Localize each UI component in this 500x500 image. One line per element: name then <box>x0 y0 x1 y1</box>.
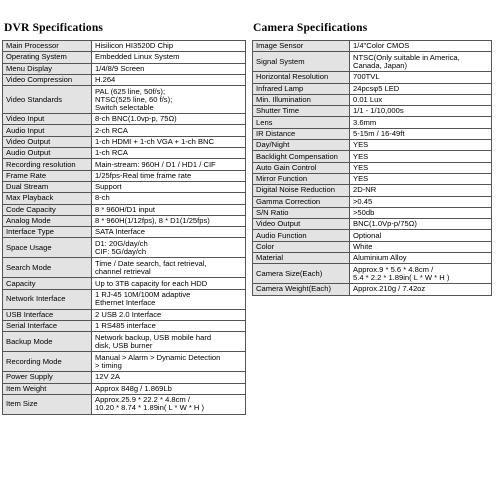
camera-spec-label: Auto Gain Control <box>253 162 350 173</box>
camera-spec-label: Image Sensor <box>253 41 350 52</box>
dvr-spec-value: 1-ch RCA <box>92 148 246 159</box>
dvr-spec-value: Up to 3TB capacity for each HDD <box>92 278 246 289</box>
camera-spec-label: Camera Weight(Each) <box>253 284 350 295</box>
dvr-spec-row <box>3 193 246 204</box>
dvr-spec-label: Video Output <box>3 136 92 147</box>
dvr-spec-label: Video Input <box>3 114 92 125</box>
camera-spec-value: 24pcsφ5 LED <box>350 83 492 94</box>
camera-spec-row <box>253 52 492 72</box>
dvr-spec-value: 2-ch RCA <box>92 125 246 136</box>
camera-spec-row <box>253 151 492 162</box>
camera-spec-value: 0.01 Lux <box>350 94 492 105</box>
dvr-spec-row <box>3 181 246 192</box>
camera-spec-label: Shutter Time <box>253 106 350 117</box>
dvr-spec-value: Approx 848g / 1.869Lb <box>92 383 246 394</box>
dvr-spec-row <box>3 170 246 181</box>
dvr-spec-value: 1/4/8/9 Screen <box>92 63 246 74</box>
dvr-spec-label: Capacity <box>3 278 92 289</box>
camera-spec-row <box>253 207 492 218</box>
camera-spec-table <box>252 40 492 296</box>
camera-spec-value: Optional <box>350 230 492 241</box>
dvr-spec-row <box>3 321 246 332</box>
dvr-spec-value: 1/25fps-Real time frame rate <box>92 170 246 181</box>
camera-spec-value: YES <box>350 162 492 173</box>
dvr-spec-label: Item Size <box>3 394 92 414</box>
camera-spec-row <box>253 94 492 105</box>
dvr-spec-value: 8-ch <box>92 193 246 204</box>
dvr-spec-value: Approx.25.9 * 22.2 * 4.8cm / 10.20 * 8.74 * 1.89in( L * W * H ) <box>92 394 246 414</box>
dvr-spec-value: 8 * 960H(1/12fps), 8 * D1(1/25fps) <box>92 215 246 226</box>
camera-spec-row <box>253 162 492 173</box>
dvr-spec-row <box>3 258 246 278</box>
dvr-spec-label: Backup Mode <box>3 332 92 352</box>
dvr-spec-label: Dual Stream <box>3 181 92 192</box>
dvr-spec-label: Space Usage <box>3 238 92 258</box>
dvr-spec-value: 1 RJ-45 10M/100M adaptive Ethernet Interface <box>92 289 246 309</box>
camera-spec-value: Approx.210g / 7.42oz <box>350 284 492 295</box>
camera-spec-label: IR Distance <box>253 128 350 139</box>
camera-spec-label: Camera Size(Each) <box>253 264 350 284</box>
dvr-spec-value: Main-stream: 960H / D1 / HD1 / CIF <box>92 159 246 170</box>
dvr-spec-value: Hisilicon HI3520D Chip <box>92 41 246 52</box>
camera-spec-value: 3.6mm <box>350 117 492 128</box>
dvr-spec-value: 1-ch HDMI + 1-ch VGA + 1-ch BNC <box>92 136 246 147</box>
dvr-spec-row <box>3 278 246 289</box>
dvr-spec-label: Analog Mode <box>3 215 92 226</box>
camera-spec-row <box>253 219 492 230</box>
dvr-spec-row <box>3 227 246 238</box>
dvr-spec-value: 8 * 960H/D1 input <box>92 204 246 215</box>
camera-spec-value: Aluminium Alloy <box>350 253 492 264</box>
camera-spec-label: Mirror Function <box>253 173 350 184</box>
dvr-spec-label: Item Weight <box>3 383 92 394</box>
dvr-spec-label: Network Interface <box>3 289 92 309</box>
camera-spec-value: BNC(1.0Vp-p/75Ω) <box>350 219 492 230</box>
dvr-spec-value: 8-ch BNC(1.0vp-p, 75Ω) <box>92 114 246 125</box>
camera-spec-value: 2D-NR <box>350 185 492 196</box>
dvr-spec-row <box>3 309 246 320</box>
camera-spec-value: 700TVL <box>350 72 492 83</box>
dvr-spec-label: Interface Type <box>3 227 92 238</box>
camera-spec-row <box>253 264 492 284</box>
camera-spec-label: Signal System <box>253 52 350 72</box>
camera-spec-row <box>253 128 492 139</box>
dvr-spec-value: Embedded Linux System <box>92 52 246 63</box>
dvr-spec-row <box>3 352 246 372</box>
dvr-spec-table <box>2 40 246 415</box>
camera-spec-label: Infrared Lamp <box>253 83 350 94</box>
dvr-spec-value: PAL (625 line, 50f/s); NTSC(525 line, 60 f/s); Switch selectable <box>92 86 246 114</box>
dvr-spec-label: Code Capacity <box>3 204 92 215</box>
dvr-spec-value: Network backup, USB mobile hard disk, USB burner <box>92 332 246 352</box>
camera-spec-label: Color <box>253 241 350 252</box>
camera-spec-value: >0.45 <box>350 196 492 207</box>
dvr-spec-row <box>3 41 246 52</box>
camera-spec-row <box>253 117 492 128</box>
dvr-spec-value: 12V 2A <box>92 372 246 383</box>
dvr-spec-row <box>3 204 246 215</box>
camera-spec-row <box>253 173 492 184</box>
camera-spec-label: S/N Ratio <box>253 207 350 218</box>
camera-spec-label: Min. Illumination <box>253 94 350 105</box>
camera-spec-value: >50db <box>350 207 492 218</box>
dvr-spec-row <box>3 215 246 226</box>
dvr-spec-row <box>3 86 246 114</box>
camera-spec-row <box>253 230 492 241</box>
camera-spec-value: 5-15m / 16-49ft <box>350 128 492 139</box>
camera-spec-label: Video Output <box>253 219 350 230</box>
dvr-spec-value: 1 RS485 interface <box>92 321 246 332</box>
camera-spec-value: 1/4"Color CMOS <box>350 41 492 52</box>
camera-spec-row <box>253 41 492 52</box>
dvr-spec-label: Main Processor <box>3 41 92 52</box>
camera-spec-row <box>253 196 492 207</box>
camera-spec-value: YES <box>350 151 492 162</box>
dvr-spec-row <box>3 136 246 147</box>
dvr-spec-label: Menu Display <box>3 63 92 74</box>
dvr-spec-label: Serial Interface <box>3 321 92 332</box>
camera-spec-label: Digital Noise Reduction <box>253 185 350 196</box>
dvr-spec-label: Audio Output <box>3 148 92 159</box>
dvr-spec-row <box>3 114 246 125</box>
dvr-spec-label: Power Supply <box>3 372 92 383</box>
dvr-spec-value: Manual > Alarm > Dynamic Detection > timing <box>92 352 246 372</box>
dvr-spec-row <box>3 74 246 85</box>
camera-spec-value: White <box>350 241 492 252</box>
dvr-spec-row <box>3 238 246 258</box>
camera-spec-label: Horizontal Resolution <box>253 72 350 83</box>
dvr-spec-value: Time / Date search, fact retrieval, channel retrieval <box>92 258 246 278</box>
dvr-spec-value: 2 USB 2.0 Interface <box>92 309 246 320</box>
camera-spec-row <box>253 185 492 196</box>
camera-spec-label: Lens <box>253 117 350 128</box>
dvr-spec-label: Frame Rate <box>3 170 92 181</box>
camera-spec-value: Approx.9 * 5.6 * 4.8cm / 5.4 * 2.2 * 1.89in( L * W * H ) <box>350 264 492 284</box>
dvr-spec-label: Audio Input <box>3 125 92 136</box>
dvr-spec-row <box>3 332 246 352</box>
camera-spec-label: Backlight Compensation <box>253 151 350 162</box>
dvr-spec-label: Operating System <box>3 52 92 63</box>
camera-spec-label: Audio Function <box>253 230 350 241</box>
dvr-spec-label: USB Interface <box>3 309 92 320</box>
dvr-spec-value: D1: 20G/day/ch CIF: 5G/day/ch <box>92 238 246 258</box>
dvr-spec-value: SATA Interface <box>92 227 246 238</box>
dvr-spec-row <box>3 383 246 394</box>
dvr-spec-label: Max Playback <box>3 193 92 204</box>
camera-spec-value: YES <box>350 140 492 151</box>
camera-spec-row <box>253 140 492 151</box>
dvr-spec-row <box>3 52 246 63</box>
camera-spec-row <box>253 106 492 117</box>
dvr-spec-row <box>3 148 246 159</box>
camera-specifications-title: Camera Specifications <box>253 22 368 34</box>
camera-spec-row <box>253 253 492 264</box>
dvr-spec-row <box>3 372 246 383</box>
dvr-spec-row <box>3 394 246 414</box>
camera-spec-value: 1/1 - 1/10,000s <box>350 106 492 117</box>
camera-spec-row <box>253 284 492 295</box>
camera-spec-value: NTSC(Only suitable in America, Canada, Japan) <box>350 52 492 72</box>
camera-spec-label: Material <box>253 253 350 264</box>
dvr-spec-label: Video Standards <box>3 86 92 114</box>
camera-spec-row <box>253 241 492 252</box>
dvr-spec-label: Video Compression <box>3 74 92 85</box>
dvr-spec-label: Recording resolution <box>3 159 92 170</box>
dvr-spec-row <box>3 159 246 170</box>
dvr-spec-row <box>3 289 246 309</box>
camera-spec-row <box>253 72 492 83</box>
dvr-spec-label: Search Mode <box>3 258 92 278</box>
dvr-spec-value: Support <box>92 181 246 192</box>
camera-spec-value: YES <box>350 173 492 184</box>
camera-spec-label: Gamma Correction <box>253 196 350 207</box>
dvr-spec-row <box>3 125 246 136</box>
dvr-spec-row <box>3 63 246 74</box>
camera-spec-row <box>253 83 492 94</box>
dvr-spec-value: H.264 <box>92 74 246 85</box>
dvr-specifications-title: DVR Specifications <box>4 22 104 34</box>
camera-spec-label: Day/Night <box>253 140 350 151</box>
dvr-spec-label: Recording Mode <box>3 352 92 372</box>
